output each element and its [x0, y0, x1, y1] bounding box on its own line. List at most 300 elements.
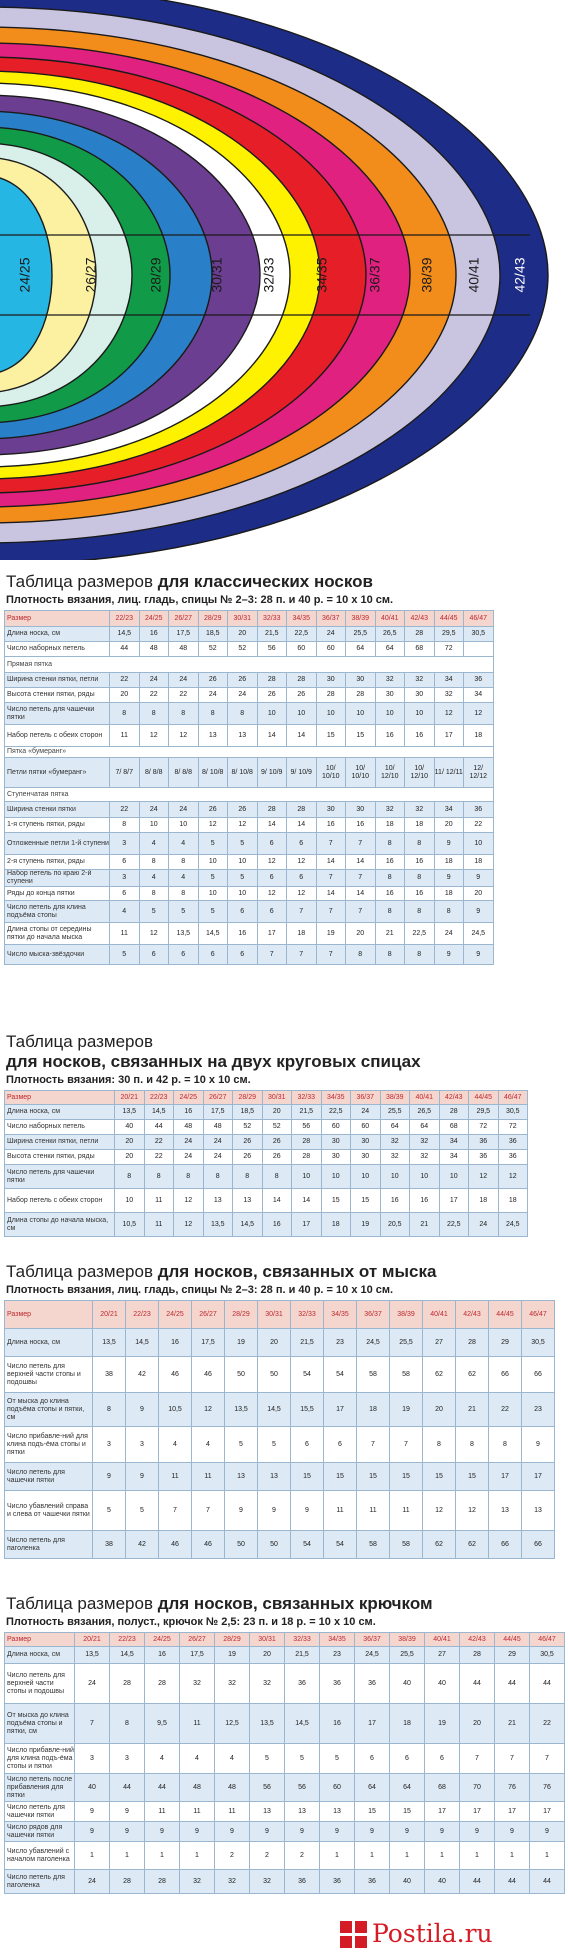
table-row [5, 703, 494, 725]
table-cell: 8 [110, 1704, 145, 1744]
table-row [5, 725, 494, 747]
table-cell: 24 [434, 923, 464, 945]
table-row [5, 818, 494, 833]
header-size-cell: 40/41 [410, 1091, 440, 1105]
sock-size-svg [0, 0, 568, 560]
table-cell: 12 [174, 1189, 204, 1213]
row-label: Длина стопы от середины пятки до начала мыска [5, 923, 110, 945]
table-cell: 22,5 [405, 923, 435, 945]
header-size-cell: 40/41 [425, 1633, 460, 1647]
table-cell: 1 [425, 1842, 460, 1870]
row-label: Набор петель с обеих сторон [5, 1189, 115, 1213]
table-cell: 44 [495, 1870, 530, 1894]
table-cell: 4 [169, 870, 199, 887]
table-cell: 46 [192, 1357, 225, 1393]
table-cell: 4 [192, 1427, 225, 1463]
table-cell: 12/ 12/12 [464, 758, 494, 788]
table-row [5, 887, 494, 901]
table-cell: 32 [250, 1664, 285, 1704]
table-cell: 66 [489, 1357, 522, 1393]
header-size-cell: 28/29 [225, 1301, 258, 1329]
row-label: Отложенные петли 1-й ступени [5, 833, 110, 855]
header-size-cell: 20/21 [115, 1091, 145, 1105]
table-cell: 40 [390, 1870, 425, 1894]
table-cell: 24 [198, 688, 228, 703]
table-cell: 2 [285, 1842, 320, 1870]
table-cell: 14,5 [144, 1105, 174, 1120]
table-classic-socks [0, 572, 568, 965]
table-cell: 24 [174, 1135, 204, 1150]
table-title-bold: для классических носков [157, 572, 373, 591]
table-cell: 9 [145, 1822, 180, 1842]
table-cell: 9 [180, 1822, 215, 1842]
table-cell: 28 [287, 673, 317, 688]
table-cell: 58 [357, 1531, 390, 1559]
table-cell: 68 [439, 1120, 469, 1135]
table-cell: 46 [192, 1531, 225, 1559]
size-table [4, 1632, 565, 1894]
table-row [5, 855, 494, 870]
header-size-cell: 36/37 [316, 611, 346, 627]
table-cell: 30 [351, 1150, 381, 1165]
table-cell: 24 [169, 802, 199, 818]
table-cell: 30 [321, 1135, 351, 1150]
table-cell: 4 [215, 1744, 250, 1774]
table-cell: 68 [405, 642, 435, 657]
table-cell: 26,5 [410, 1105, 440, 1120]
table-cell: 32 [375, 673, 405, 688]
header-size-cell: 24/25 [139, 611, 169, 627]
table-cell: 38 [93, 1531, 126, 1559]
table-cell: 22 [530, 1704, 565, 1744]
table-cell: 13 [250, 1802, 285, 1822]
table-cell: 17 [292, 1213, 322, 1237]
table-cell: 8 [228, 703, 258, 725]
table-cell: 6 [287, 833, 317, 855]
table-cell: 16 [375, 855, 405, 870]
table-cell: 62 [423, 1357, 456, 1393]
row-label: Число прибавле-ний для клина подъ-ёма стопы и пятки [5, 1427, 93, 1463]
table-cell: 18 [357, 1393, 390, 1427]
table-cell: 7 [316, 945, 346, 965]
table-cell: 8 [93, 1393, 126, 1427]
section-label: Прямая пятка [5, 657, 494, 673]
table-cell: 5 [110, 945, 140, 965]
header-size-cell: 26/27 [180, 1633, 215, 1647]
size-label: 30/31 [208, 257, 225, 293]
table-cell: 20 [346, 923, 376, 945]
table-cell: 52 [262, 1120, 292, 1135]
header-size-cell: 34/35 [321, 1091, 351, 1105]
table-cell: 10 [169, 818, 199, 833]
table-cell: 30 [351, 1135, 381, 1150]
table-cell: 9 [110, 1802, 145, 1822]
table-cell: 28 [110, 1870, 145, 1894]
table-cell: 10/ 12/10 [405, 758, 435, 788]
table-cell: 15 [291, 1463, 324, 1491]
table-cell: 19 [390, 1393, 423, 1427]
table-cell: 13,5 [203, 1213, 233, 1237]
table-cell: 12 [228, 818, 258, 833]
table-cell: 48 [215, 1774, 250, 1802]
table-cell: 44 [144, 1120, 174, 1135]
table-cell: 23 [320, 1647, 355, 1664]
table-cell: 10 [228, 887, 258, 901]
table-cell: 25,5 [390, 1647, 425, 1664]
table-cell: 36 [464, 802, 494, 818]
row-label: Число прибавле-ний для клина подъ-ёма стопы и пятки [5, 1744, 75, 1774]
table-title [0, 1262, 568, 1282]
table-cell: 3 [110, 870, 140, 887]
table-cell: 29 [495, 1647, 530, 1664]
table-cell: 4 [139, 870, 169, 887]
table-cell: 18 [287, 923, 317, 945]
table-cell: 28 [257, 802, 287, 818]
table-cell: 36 [320, 1870, 355, 1894]
table-cell: 11 [215, 1802, 250, 1822]
table-cell: 30 [316, 673, 346, 688]
table-cell: 32 [405, 802, 435, 818]
table-cell: 36 [355, 1664, 390, 1704]
table-cell: 8 [489, 1427, 522, 1463]
table-cell: 64 [346, 642, 376, 657]
table-cell: 56 [250, 1774, 285, 1802]
table-cell: 9 [320, 1822, 355, 1842]
table-cell: 32 [180, 1664, 215, 1704]
table-cell: 14,5 [198, 923, 228, 945]
table-cell: 30,5 [498, 1105, 528, 1120]
table-cell: 7 [390, 1427, 423, 1463]
table-cell: 14,5 [126, 1329, 159, 1357]
table-cell: 28 [292, 1135, 322, 1150]
table-cell: 66 [522, 1357, 555, 1393]
table-cell: 36 [469, 1135, 499, 1150]
row-label: Ширина стенки пятки [5, 802, 110, 818]
table-cell: 28 [145, 1870, 180, 1894]
table-cell: 4 [159, 1427, 192, 1463]
table-cell: 7 [257, 945, 287, 965]
table-cell: 9 [464, 945, 494, 965]
table-title-bold: для носков, связанных от мыска [157, 1262, 437, 1281]
table-cell: 9 [530, 1822, 565, 1842]
table-cell: 20 [434, 818, 464, 833]
table-cell: 46 [159, 1531, 192, 1559]
table-title-plain: Таблица размеров [6, 572, 158, 591]
header-size-cell: 40/41 [375, 611, 405, 627]
table-cell: 15 [456, 1463, 489, 1491]
table-row [5, 901, 494, 923]
table-cell: 11 [390, 1491, 423, 1531]
table-cell: 5 [198, 901, 228, 923]
row-label: Длина носка, см [5, 1105, 115, 1120]
table-cell: 17,5 [203, 1105, 233, 1120]
table-cell: 27 [423, 1329, 456, 1357]
table-cell: 32 [410, 1135, 440, 1150]
table-cell: 6 [257, 870, 287, 887]
row-label: Число петель для чашечки пятки [5, 1802, 75, 1822]
table-cell: 20,5 [380, 1213, 410, 1237]
table-title-plain: Таблица размеров [6, 1594, 158, 1613]
table-row [5, 688, 494, 703]
table-cell: 64 [375, 642, 405, 657]
table-cell: 36 [355, 1870, 390, 1894]
table-cell: 52 [228, 642, 258, 657]
table-cell: 30 [405, 688, 435, 703]
table-cell: 8 [405, 901, 435, 923]
table-cell: 28 [405, 627, 435, 642]
table-cell: 1 [110, 1842, 145, 1870]
header-size-cell: 42/43 [405, 611, 435, 627]
table-cell: 32 [215, 1870, 250, 1894]
table-cell: 56 [257, 642, 287, 657]
table-cell: 16 [228, 923, 258, 945]
table-row [5, 1189, 528, 1213]
table-cell: 30 [346, 673, 376, 688]
table-cell: 60 [287, 642, 317, 657]
header-label-cell: Размер [5, 1091, 115, 1105]
table-cell: 5 [126, 1491, 159, 1531]
table-cell: 24 [75, 1664, 110, 1704]
header-label-cell: Размер [5, 611, 110, 627]
row-label: Число петель для паголенка [5, 1870, 75, 1894]
table-cell: 28 [346, 688, 376, 703]
table-cell: 11 [180, 1704, 215, 1744]
table-cell: 60 [351, 1120, 381, 1135]
row-label: 2-я ступень пятки, ряды [5, 855, 110, 870]
table-cell: 21 [495, 1704, 530, 1744]
table-cell: 11 [159, 1463, 192, 1491]
table-cell: 19 [316, 923, 346, 945]
table-cell: 10 [139, 818, 169, 833]
table-cell: 8 [375, 833, 405, 855]
table-cell: 14 [292, 1189, 322, 1213]
table-cell: 12 [169, 725, 199, 747]
table-cell: 26 [233, 1150, 263, 1165]
table-cell: 8/ 8/8 [169, 758, 199, 788]
table-cell: 8 [346, 945, 376, 965]
table-cell: 17,5 [169, 627, 199, 642]
table-section-row [5, 788, 494, 802]
table-cell: 26 [287, 688, 317, 703]
table-cell: 25,5 [390, 1329, 423, 1357]
table-cell: 32 [410, 1150, 440, 1165]
table-cell: 24 [75, 1870, 110, 1894]
table-title [0, 572, 568, 592]
table-row [5, 1329, 555, 1357]
table-cell: 13,5 [169, 923, 199, 945]
table-cell: 21 [410, 1213, 440, 1237]
table-cell: 5 [93, 1491, 126, 1531]
table-cell: 44 [530, 1664, 565, 1704]
table-row [5, 1135, 528, 1150]
table-cell: 14,5 [233, 1213, 263, 1237]
table-cell: 12 [174, 1213, 204, 1237]
table-cell: 18 [434, 887, 464, 901]
table-cell: 34 [434, 802, 464, 818]
header-size-cell: 22/23 [110, 1633, 145, 1647]
table-cell: 11 [110, 725, 140, 747]
table-cell: 5 [250, 1744, 285, 1774]
table-cell: 26 [198, 673, 228, 688]
table-cell: 40 [425, 1664, 460, 1704]
table-cell: 20 [228, 627, 258, 642]
table-cell: 24 [174, 1150, 204, 1165]
table-cell: 8 [139, 887, 169, 901]
table-cell: 54 [291, 1357, 324, 1393]
table-cell: 32 [405, 673, 435, 688]
table-cell: 14 [346, 887, 376, 901]
table-cell: 64 [410, 1120, 440, 1135]
table-cell: 16 [380, 1189, 410, 1213]
table-cell: 14 [316, 855, 346, 870]
table-cell: 12 [498, 1165, 528, 1189]
table-cell: 22 [144, 1150, 174, 1165]
table-cell: 38 [93, 1357, 126, 1393]
table-cell: 1 [530, 1842, 565, 1870]
table-row [5, 1664, 565, 1704]
table-row [5, 1165, 528, 1189]
table-row [5, 870, 494, 887]
table-cell: 50 [225, 1531, 258, 1559]
table-cell: 70 [460, 1774, 495, 1802]
section-label: Пятка «бумеранг» [5, 747, 494, 758]
table-cell: 4 [180, 1744, 215, 1774]
table-cell: 60 [316, 642, 346, 657]
table-cell: 24 [169, 673, 199, 688]
header-size-cell: 28/29 [198, 611, 228, 627]
table-cell: 10 [380, 1165, 410, 1189]
table-cell: 9 [434, 833, 464, 855]
table-cell: 10 [346, 703, 376, 725]
header-size-cell: 30/31 [262, 1091, 292, 1105]
table-cell: 30,5 [464, 627, 494, 642]
table-cell: 26 [262, 1150, 292, 1165]
table-cell: 28 [257, 673, 287, 688]
header-size-cell: 24/25 [159, 1301, 192, 1329]
table-cell: 7 [346, 870, 376, 887]
table-cell: 30 [316, 802, 346, 818]
table-cell: 21 [456, 1393, 489, 1427]
table-row [5, 1744, 565, 1774]
table-cell: 8 [375, 901, 405, 923]
table-cell: 15 [355, 1802, 390, 1822]
row-label: Число убавлений с началом паголенка [5, 1842, 75, 1870]
header-size-cell: 34/35 [287, 611, 317, 627]
table-cell: 26 [198, 802, 228, 818]
table-cell: 6 [291, 1427, 324, 1463]
table-cell: 12 [257, 855, 287, 870]
table-cell: 1 [355, 1842, 390, 1870]
table-cell: 17 [439, 1189, 469, 1213]
table-cell: 48 [139, 642, 169, 657]
header-size-cell: 22/23 [144, 1091, 174, 1105]
size-label: 42/43 [511, 257, 528, 293]
table-cell: 13 [225, 1463, 258, 1491]
table-cell: 15 [346, 725, 376, 747]
header-size-cell: 36/37 [351, 1091, 381, 1105]
table-cell: 15 [324, 1463, 357, 1491]
header-size-cell: 28/29 [215, 1633, 250, 1647]
header-size-cell: 30/31 [258, 1301, 291, 1329]
table-cell: 8 [233, 1165, 263, 1189]
table-cell: 7 [287, 945, 317, 965]
row-label: Длина носка, см [5, 1329, 93, 1357]
table-cell: 1 [495, 1842, 530, 1870]
table-cell: 54 [324, 1531, 357, 1559]
row-label: Число мыска-звёздочки [5, 945, 110, 965]
size-table [4, 1090, 528, 1237]
row-label: Число петель для паголенка [5, 1531, 93, 1559]
table-cell: 1 [180, 1842, 215, 1870]
table-cell: 17 [530, 1802, 565, 1822]
table-cell: 34 [464, 688, 494, 703]
table-cell: 22 [489, 1393, 522, 1427]
table-cell: 21,5 [257, 627, 287, 642]
table-cell: 4 [169, 833, 199, 855]
table-cell: 8 [169, 887, 199, 901]
table-cell: 6 [324, 1427, 357, 1463]
table-cell: 10 [321, 1165, 351, 1189]
header-size-cell: 32/33 [292, 1091, 322, 1105]
table-cell: 6 [139, 945, 169, 965]
table-cell: 12 [198, 818, 228, 833]
table-cell: 26 [262, 1135, 292, 1150]
table-subtitle: Плотность вязания, лиц. гладь, спицы № 2–3: 28 п. и 40 р. = 10 х 10 см. [6, 1284, 394, 1296]
table-cell: 8 [262, 1165, 292, 1189]
table-cell: 13 [285, 1802, 320, 1822]
header-size-cell: 28/29 [233, 1091, 263, 1105]
table-cell: 16 [139, 627, 169, 642]
table-cell: 6 [355, 1744, 390, 1774]
table-cell: 10/ 10/10 [346, 758, 376, 788]
table-cell: 44 [145, 1774, 180, 1802]
row-label: Высота стенки пятки, ряды [5, 1150, 115, 1165]
table-cell: 6 [228, 901, 258, 923]
table-cell: 1 [75, 1842, 110, 1870]
table-cell: 18 [469, 1189, 499, 1213]
table-row [5, 1213, 528, 1237]
table-cell: 24 [139, 673, 169, 688]
table-cell: 24 [139, 802, 169, 818]
size-label: 24/25 [16, 257, 33, 293]
table-cell: 40 [425, 1870, 460, 1894]
table-cell: 58 [357, 1357, 390, 1393]
table-cell: 22,5 [439, 1213, 469, 1237]
row-label: Число петель для чашечки пятки [5, 1463, 93, 1491]
table-subtitle: Плотность вязания, полуст., крючок № 2,5: 23 п. и 18 р. = 10 х 10 см. [6, 1616, 376, 1628]
table-cell: 20 [115, 1135, 145, 1150]
header-size-cell: 26/27 [203, 1091, 233, 1105]
table-cell: 44 [110, 642, 140, 657]
header-size-cell: 44/45 [489, 1301, 522, 1329]
table-cell: 9 [75, 1822, 110, 1842]
table-row [5, 1105, 528, 1120]
table-cell: 21,5 [291, 1329, 324, 1357]
table-cell: 22 [169, 688, 199, 703]
table-cell: 16 [145, 1647, 180, 1664]
table-cell: 40 [390, 1664, 425, 1704]
table-cell: 21,5 [292, 1105, 322, 1120]
table-cell: 8 [115, 1165, 145, 1189]
table-cell: 62 [456, 1531, 489, 1559]
table-cell: 42 [126, 1531, 159, 1559]
table-cell: 9 [460, 1822, 495, 1842]
table-cell: 10 [410, 1165, 440, 1189]
table-cell: 44 [110, 1774, 145, 1802]
header-size-cell: 44/45 [469, 1091, 499, 1105]
table-cell: 8 [423, 1427, 456, 1463]
table-row [5, 1463, 555, 1491]
